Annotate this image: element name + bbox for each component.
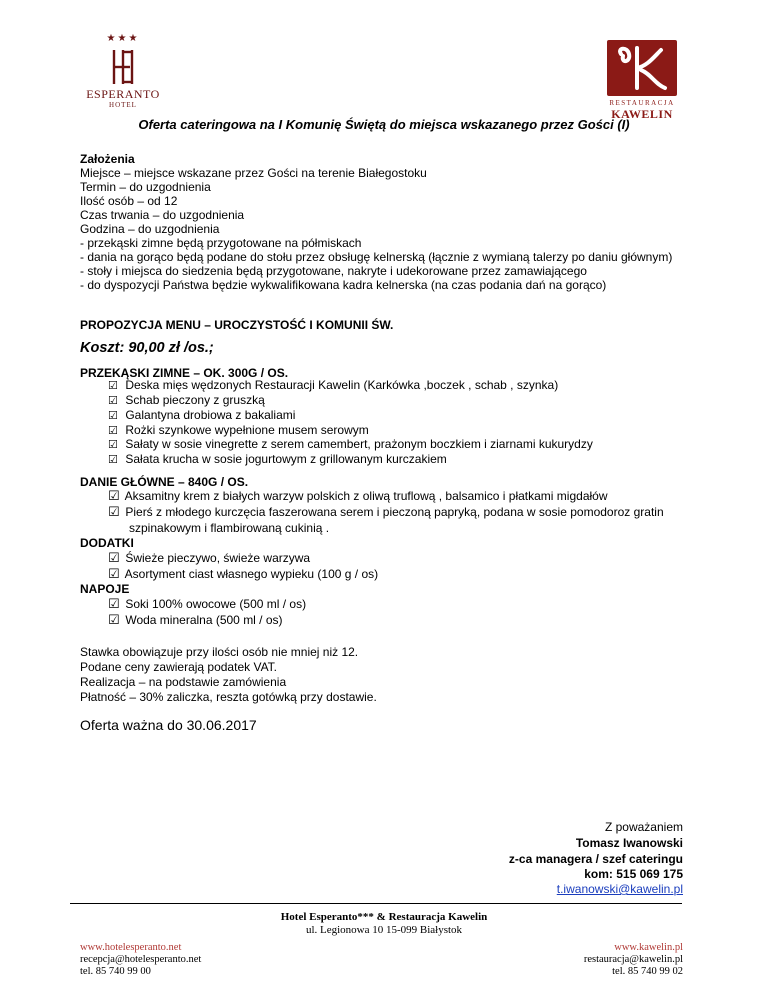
price-per-person: Koszt: 90,00 zł /os.; xyxy=(80,340,214,356)
hotel-name: ESPERANTO xyxy=(86,87,160,101)
cold-starters-heading: PRZEKĄSKI ZIMNE – OK. 300G / OS. xyxy=(80,366,289,380)
footer-address: ul. Legionowa 10 15-099 Białystok xyxy=(305,924,463,936)
list-item: ☑ Sałaty w sosie vinegrette z serem camembert, prażonym boczkiem i ziarnami kukurydzy xyxy=(108,437,593,451)
checkbox-icon: ☑ xyxy=(108,550,120,565)
signature-email-link[interactable]: t.iwanowski@kawelin.pl xyxy=(556,882,683,896)
list-item: ☑ Schab pieczony z gruszką xyxy=(108,393,265,407)
checkbox-icon: ☑ xyxy=(108,596,120,611)
hotel-monogram-icon xyxy=(108,48,138,86)
checkbox-icon: ☑ xyxy=(108,504,120,519)
checkbox-icon: ☑ xyxy=(108,410,118,422)
checkbox-icon: ☑ xyxy=(108,439,118,451)
extras-heading: DODATKI xyxy=(80,536,134,550)
checkbox-icon: ☑ xyxy=(108,566,120,581)
document-title: Oferta cateringowa na I Komunię Świętą do miejsca wskazanego przez Gości (I) xyxy=(138,117,630,132)
list-item-continuation: szpinakowym i flambirowaną cukinią . xyxy=(129,521,330,535)
checkbox-icon: ☑ xyxy=(108,425,118,437)
checkbox-icon: ☑ xyxy=(108,395,118,407)
footer-hotel-email[interactable]: recepcja@hotelesperanto.net xyxy=(80,954,202,965)
footer-divider xyxy=(70,903,682,904)
main-course-heading: DANIE GŁÓWNE – 840G / OS. xyxy=(80,475,249,489)
signature-phone: kom: 515 069 175 xyxy=(584,867,683,881)
list-item: ☑ Deska mięs wędzonych Restauracji Kawelin (Karkówka ,boczek , schab , szynka) xyxy=(108,378,559,392)
menu-heading: PROPOZYCJA MENU – UROCZYSTOŚĆ I KOMUNII ŚW. xyxy=(80,318,394,332)
checkbox-icon: ☑ xyxy=(108,454,118,466)
checkbox-icon: ☑ xyxy=(108,612,120,627)
list-item: ☑ Świeże pieczywo, świeże warzywa xyxy=(108,550,311,565)
kawelin-mark-icon xyxy=(607,40,677,96)
assumptions-heading: Założenia xyxy=(80,152,135,166)
hotel-esperanto-logo xyxy=(78,34,168,110)
offer-validity: Oferta ważna do 30.06.2017 xyxy=(80,717,257,733)
restaurant-sub: RESTAURACJA xyxy=(609,99,675,107)
restaurant-kawelin-logo xyxy=(601,40,683,121)
footer-hotel-tel: tel. 85 740 99 00 xyxy=(80,966,151,977)
footer-hotel-web[interactable]: www.hotelesperanto.net xyxy=(80,942,182,953)
assumption-line: Miejsce – miejsce wskazane przez Gości na terenie Białegostoku xyxy=(80,166,427,180)
assumption-line: - przekąski zimne będą przygotowane na półmiskach xyxy=(80,236,362,250)
checkbox-icon: ☑ xyxy=(108,488,120,503)
terms-line: Podane ceny zawierają podatek VAT. xyxy=(80,660,278,674)
assumption-line: - dania na gorąco będą podane do stołu przez obsługę kelnerską (łącznie z wymianą talerzy po daniu głównym) xyxy=(80,250,673,264)
footer-company: Hotel Esperanto*** & Restauracja Kawelin xyxy=(280,911,488,923)
signature-greeting: Z poważaniem xyxy=(604,820,683,834)
assumption-line: Czas trwania – do uzgodnienia xyxy=(80,208,245,222)
list-item: ☑ Woda mineralna (500 ml / os) xyxy=(108,612,283,627)
hotel-sub: HOTEL xyxy=(109,101,137,109)
list-item: ☑ Asortyment ciast własnego wypieku (100 g / os) xyxy=(108,566,379,581)
terms-line: Realizacja – na podstawie zamówienia xyxy=(80,675,287,689)
list-item: ☑ Aksamitny krem z białych warzyw polskich z oliwą truflową , balsamico i płatkami migdałów xyxy=(108,488,608,503)
restaurant-name: KAWELIN xyxy=(611,107,673,121)
footer-restaurant-web[interactable]: www.kawelin.pl xyxy=(614,942,683,953)
assumption-line: - stoły i miejsca do siedzenia będą przygotowane, nakryte i udekorowane przez zamawiającego xyxy=(80,264,587,278)
assumption-line: Termin – do uzgodnienia xyxy=(80,180,211,194)
list-item: ☑ Pierś z młodego kurczęcia faszerowana serem i pieczoną papryką, podana w sosie pomodoroz gratin xyxy=(108,504,664,519)
signature-role: z-ca managera / szef cateringu xyxy=(508,852,683,866)
terms-line: Stawka obowiązuje przy ilości osób nie mniej niż 12. xyxy=(80,645,359,659)
hotel-stars: ★★★ xyxy=(106,33,140,44)
terms-line: Płatność – 30% zaliczka, reszta gotówką przy dostawie. xyxy=(80,690,377,704)
footer-restaurant-tel: tel. 85 740 99 02 xyxy=(612,966,683,977)
checkbox-icon: ☑ xyxy=(108,380,118,392)
footer-restaurant-email[interactable]: restauracja@kawelin.pl xyxy=(583,954,683,965)
list-item: ☑ Soki 100% owocowe (500 ml / os) xyxy=(108,596,307,611)
assumption-line: Ilość osób – od 12 xyxy=(80,194,178,208)
assumption-line: - do dyspozycji Państwa będzie wykwalifikowana kadra kelnerska (na czas podania dań na gorąco) xyxy=(80,278,607,292)
signature-name: Tomasz Iwanowski xyxy=(575,836,683,850)
drinks-heading: NAPOJE xyxy=(80,582,130,596)
list-item: ☑ Rożki szynkowe wypełnione musem serowym xyxy=(108,423,369,437)
list-item: ☑ Galantyna drobiowa z bakaliami xyxy=(108,408,296,422)
assumption-line: Godzina – do uzgodnienia xyxy=(80,222,220,236)
list-item: ☑ Sałata krucha w sosie jogurtowym z grillowanym kurczakiem xyxy=(108,452,447,466)
